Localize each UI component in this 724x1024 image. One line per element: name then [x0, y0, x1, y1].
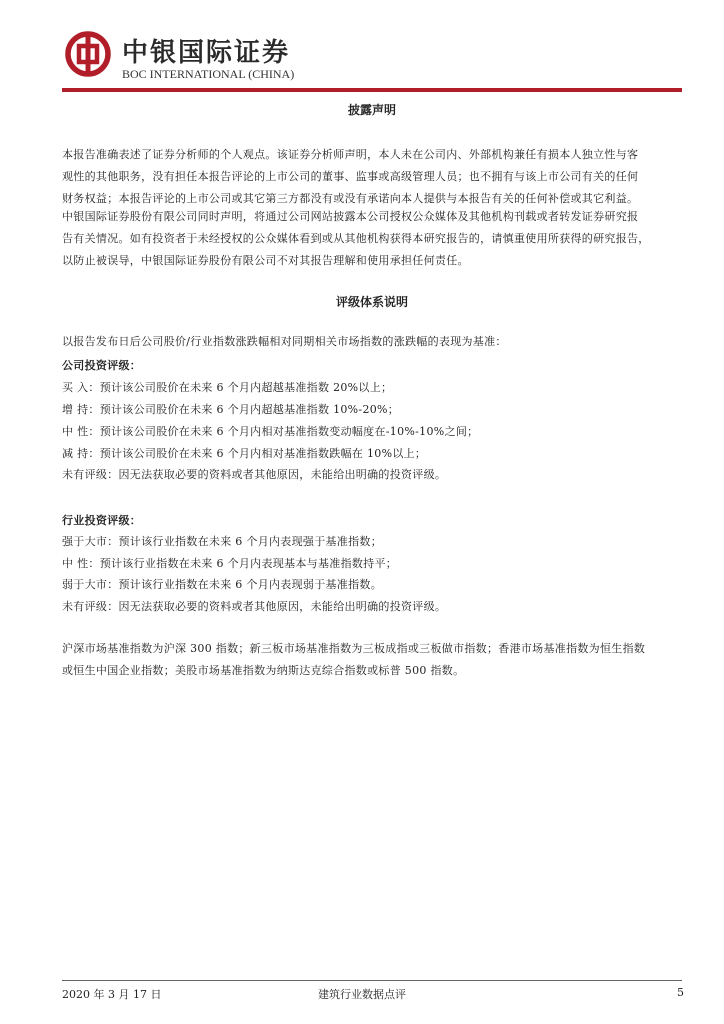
- industry-rating-neutral: 中 性：预计该行业指数在未来 6 个月内表现基本与基准指数持平；: [62, 557, 398, 570]
- disclosure-paragraph-1: [62, 144, 684, 210]
- report-name: 建筑行业数据点评: [318, 988, 406, 1001]
- benchmark-paragraph: [62, 638, 684, 682]
- company-rating-heading: 公司投资评级：: [62, 359, 142, 372]
- rating-title: 评级体系说明: [335, 295, 408, 309]
- industry-rating-outperform: 强于大市：预计该行业指数在未来 6 个月内表现强于基准指数；: [62, 535, 382, 548]
- text-line: 观性的其他职务，没有担任本报告评论的上市公司的董事、监事或高级管理人员；也不拥有与该上市公司有关的任何: [62, 170, 639, 183]
- disclosure-paragraph-2: [62, 206, 684, 272]
- text-line: 以防止被误导，中银国际证券股份有限公司不对其报告理解和使用承担任何责任。: [62, 254, 469, 267]
- company-rating-neutral: 中 性：预计该公司股价在未来 6 个月内相对基准指数变动幅度在-10%-10%之间；: [62, 425, 479, 438]
- report-date: 2020 年 3 月 17 日: [62, 988, 162, 1001]
- industry-rating-heading: 行业投资评级：: [62, 514, 142, 527]
- industry-rating-underperform: 弱于大市：预计该行业指数在未来 6 个月内表现弱于基准指数。: [62, 578, 382, 591]
- disclosure-title: 披露声明: [347, 103, 396, 117]
- company-rating-overweight: 增 持：预计该公司股价在未来 6 个月内超越基准指数 10%-20%；: [62, 403, 400, 416]
- brand-name-cn: 中银国际证券: [122, 38, 291, 68]
- footer-rule: [62, 980, 682, 981]
- header-rule: [62, 88, 682, 92]
- industry-rating-unrated: 未有评级：因无法获取必要的资料或者其他原因，未能给出明确的投资评级。: [62, 600, 447, 613]
- text-line: 财务权益；本报告评论的上市公司或其它第三方都没有或没有承诺向本人提供与本报告有关的任何补偿或其它利益。: [62, 192, 639, 205]
- company-rating-unrated: 未有评级：因无法获取必要的资料或者其他原因，未能给出明确的投资评级。: [62, 468, 447, 481]
- text-line: 沪深市场基准指数为沪深 300 指数；新三板市场基准指数为三板成指或三板做市指数；香港市场基准指数为恒生指数: [62, 642, 646, 655]
- company-rating-underweight: 减 持：预计该公司股价在未来 6 个月内相对基准指数跌幅在 10%以上；: [62, 447, 427, 460]
- brand-name-en: BOC INTERNATIONAL (CHINA): [122, 67, 295, 81]
- text-line: 告有关情况。如有投资者于未经授权的公众媒体看到或从其他机构获得本研究报告的，请慎重使用所获得的研究报告，: [62, 232, 650, 245]
- page-number: 5: [677, 986, 684, 999]
- boc-logo-icon: [64, 30, 112, 78]
- text-line: 中银国际证券股份有限公司同时声明，将通过公司网站披露本公司授权公众媒体及其他机构刊载或者转发证券研究报: [62, 210, 639, 223]
- rating-intro: 以报告发布日后公司股价/行业指数涨跌幅相对同期相关市场指数的涨跌幅的表现为基准：: [62, 335, 507, 348]
- company-rating-buy: 买 入：预计该公司股价在未来 6 个月内超越基准指数 20%以上；: [62, 381, 393, 394]
- text-line: 本报告准确表述了证券分析师的个人观点。该证券分析师声明，本人未在公司内、外部机构兼任有损本人独立性与客: [62, 148, 639, 161]
- text-line: 或恒生中国企业指数；美股市场基准指数为纳斯达克综合指数或标普 500 指数。: [62, 664, 465, 677]
